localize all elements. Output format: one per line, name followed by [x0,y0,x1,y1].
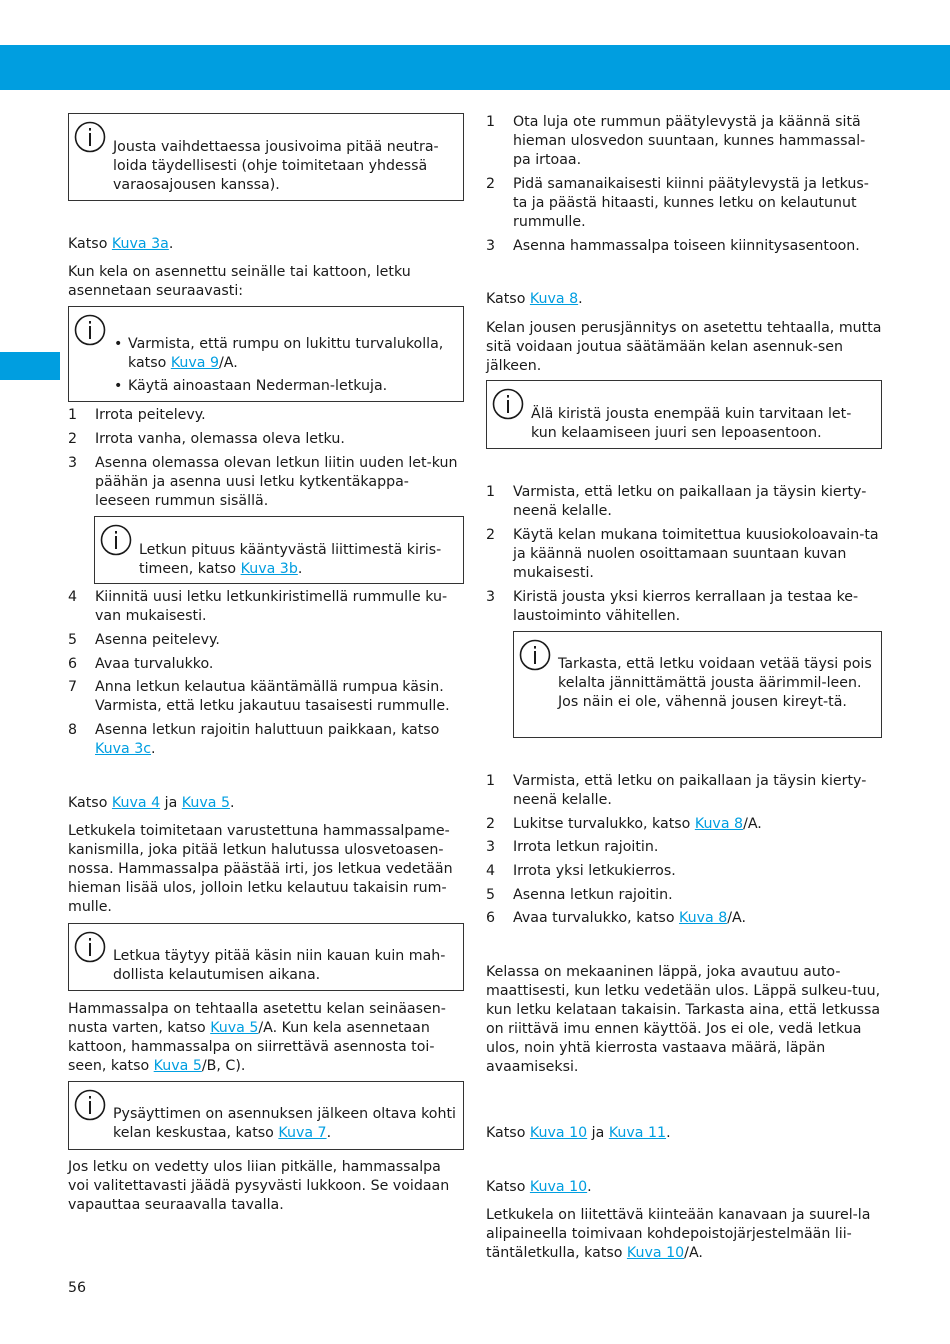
info-icon [519,639,551,671]
step-number: 3 [486,839,496,855]
step-text-part: Avaa turvalukko, katso [513,910,680,926]
step-text: Asenna olemassa olevan letkun liitin uuden let-kun päähän ja asenna uusi letku kytkentäkappa-leeseen rummun sisällä. [95,455,458,509]
step-text [95,721,464,759]
step-number: 2 [68,431,78,447]
info-note [68,306,464,402]
info-note [486,380,882,449]
see-suffix: . [587,1179,592,1195]
step-text: Varmista, että letku on paikallaan ja täysin kierty-neenä kelalle. [513,484,867,519]
see-figure-line [486,1178,882,1197]
figure-link[interactable]: Kuva 10 [529,1179,588,1195]
header-bar [0,45,950,90]
step-text: Irrota vanha, olemassa oleva letku. [95,431,345,447]
step-text: Kiinnitä uusi letku letkunkiristimellä rummulle ku-van mukaisesti. [95,589,448,624]
note-text: Letkua täytyy pitää käsin niin kauan kuin mah-dollista kelautumisen aikana. [113,948,446,983]
see-figure-line [486,1124,882,1143]
info-icon [100,524,132,556]
step-number: 3 [68,455,78,471]
see-figure-line [68,794,464,813]
step-text [513,815,882,834]
step-number: 1 [68,407,78,423]
step-number: 1 [486,484,496,500]
see-figure-line [486,290,882,309]
see-text: Katso [68,795,112,811]
step-number: 5 [486,887,496,903]
see-text: Katso [68,236,112,252]
see-figure-line [68,235,464,254]
paragraph-text: /B, C). [201,1058,246,1074]
intro-paragraph: Kun kela on asennettu seinälle tai kattoon, letku asennetaan seuraavasti: [68,264,411,299]
step-text: Asenna hammassalpa toiseen kiinnitysasentoon. [513,238,860,254]
figure-link[interactable]: Kuva 3a [111,236,169,252]
info-icon [74,314,106,346]
figure-link[interactable]: Kuva 9 [170,355,220,371]
paragraph-text: Letkukela on liitettävä kiinteään kanavaan ja suurel-la alipaineella toimivaan kohdepoistojärjestelmään lii-täntäletkulla, katso [486,1207,871,1261]
figure-link[interactable]: Kuva 5 [153,1058,202,1074]
figure-link[interactable]: Kuva 8 [529,291,579,307]
note-bullet-list [114,335,457,399]
step-text-part: Asenna letkun rajoitin haluttuun paikkaan, katso [95,722,440,738]
figure-link[interactable]: Kuva 5 [210,1020,259,1036]
step-number: 4 [68,589,78,605]
note-text: Älä kiristä jousta enempää kuin tarvitaan let-kun kelaamiseen juuri sen lepoasentoon. [531,406,852,441]
info-note [68,1081,464,1150]
step-text: Varmista, että letku on paikallaan ja täysin kierty-neenä kelalle. [513,773,867,808]
note-suffix: . [297,561,303,577]
step-text: Avaa turvalukko. [95,656,214,672]
step-text: Käytä kelan mukana toimitettua kuusiokoloavain-ta ja käännä nuolen osoittamaan suuntaan kuvan mukaisesti. [513,527,879,581]
step-text: Irrota yksi letkukierros. [513,863,676,879]
step-number: 1 [486,114,496,130]
paragraph-text: Hammassalpa on tehtaalla asetettu kelan seinäasen-nusta varten, katso [68,1001,446,1036]
step-number: 3 [486,238,496,254]
figure-link[interactable]: Kuva 3b [240,561,298,577]
step-text: Kiristä jousta yksi kierros kerrallaan ja testaa ke-laustoiminto vähitellen. [513,589,859,624]
note-text-part: Pysäyttimen on asennuksen jälkeen oltava kohti kelan keskustaa, katso [113,1106,456,1141]
step-text-part: Lukitse turvalukko, katso [513,816,695,832]
see-text: Katso [486,291,530,307]
bullet-item [114,335,457,373]
figure-link[interactable]: Kuva 7 [278,1125,327,1141]
step-number: 1 [486,773,496,789]
step-suffix: . [151,741,156,757]
figure-link[interactable]: Kuva 3c [95,741,152,757]
step-number: 2 [486,527,496,543]
info-icon [492,388,524,420]
figure-link[interactable]: Kuva 10 [626,1245,685,1261]
info-icon [74,1089,106,1121]
bullet-item: • Käytä ainoastaan Nederman-letkuja. [114,377,457,396]
paragraph [68,1000,464,1076]
note-text: Tarkasta, että letku voidaan vetää täysi pois kelalta jännittämättä jousta äärimmil-leen. Jos näin ei ole, vähennä jousen kireyt-tä. [558,656,872,710]
step-number: 2 [486,816,496,832]
paragraph: Kelassa on mekaaninen läppä, joka avautuu auto-maattisesti, kun letku vedetään ulos. Läppä sulkeu-tuu, kun letku kelataan takaisin. Tarkasta aina, että letkussa on riittävä imu ennen käyttöä. Jos ei ole, vedä letkua ulos, noin yhtä kierrosta vastaava määrä, läpän avaamiseksi. [486,964,881,1075]
step-text: Irrota peitelevy. [95,407,206,423]
see-suffix: . [666,1125,671,1141]
see-suffix: . [578,291,583,307]
step-number: 8 [68,722,78,738]
see-text: Katso [486,1125,530,1141]
see-suffix: . [168,236,174,252]
note-text-part: Letkun pituus kääntyvästä liittimestä kiris-timeen, katso [139,542,442,577]
bullet-text: Varmista, että rumpu on lukittu turvalukolla, katso [128,336,444,371]
figure-link[interactable]: Kuva 8 [679,910,728,926]
step-suffix: /A. [727,910,746,926]
see-connector: ja [160,795,182,811]
info-icon [74,931,106,963]
page-number: 56 [68,1280,87,1296]
paragraph: Jos letku on vedetty ulos liian pitkälle, hammassalpa voi valitettavasti jäädä pysyvästi lukkoon. Se voidaan vapauttaa seuraavalla tavalla. [68,1159,450,1213]
paragraph: Letkukela toimitetaan varustettuna hammassalpame-kanismilla, joka pitää letkun halutussa ulosvetoasen-nossa. Hammassalpa päästää irti, jos letkua vedetään hieman lisää ulos, jolloin letku kelautuu takaisin rum-mulle. [68,823,453,915]
step-number: 6 [486,910,496,926]
info-icon [74,121,106,153]
figure-link[interactable]: Kuva 11 [608,1125,667,1141]
step-number: 2 [486,176,496,192]
step-number: 5 [68,632,78,648]
note-suffix: . [326,1125,332,1141]
step-text: Asenna peitelevy. [95,632,220,648]
figure-link[interactable]: Kuva 5 [181,795,230,811]
step-number: 7 [68,679,78,695]
step-number: 6 [68,656,78,672]
step-number: 3 [486,589,496,605]
see-suffix: . [230,795,235,811]
see-text: Katso [486,1179,530,1195]
note-text [139,541,457,579]
figure-link[interactable]: Kuva 8 [694,816,744,832]
step-text [513,909,882,928]
info-note [94,516,464,584]
note-text: Jousta vaihdettaessa jousivoima pitää neutra-loida täydellisesti (ohje toimitetaan yhdessä varaosajousen kanssa). [113,139,439,193]
figure-link[interactable]: Kuva 4 [111,795,161,811]
info-note [513,631,882,738]
step-number: 4 [486,863,496,879]
paragraph-suffix: /A. [684,1245,703,1261]
step-text: Irrota letkun rajoitin. [513,839,659,855]
see-connector: ja [587,1125,609,1141]
paragraph-text: /A. Kun kela asennetaan kattoon, hammassalpa on siirrettävä asennosta toi-seen, katso [68,1020,435,1074]
step-text: Pidä samanaikaisesti kiinni päätylevystä ja letkus-ta ja päästä hitaasti, kunnes letku on kelautunut rummulle. [513,176,869,230]
paragraph: Kelan jousen perusjännitys on asetettu tehtaalla, mutta sitä voidaan joutua säätämään kelan asennuk-sen jälkeen. [486,320,882,374]
step-text: Anna letkun kelautua kääntämällä rumpua käsin. Varmista, että letku jakautuu tasaisesti rummulle. [95,679,450,714]
note-text [113,1105,457,1143]
figure-link[interactable]: Kuva 10 [529,1125,588,1141]
step-text: Ota luja ote rummun päätylevystä ja käännä sitä hieman ulosvedon suuntaan, kunnes hammassal-pa irtoaa. [513,114,866,168]
info-note [68,113,464,201]
step-suffix: /A. [743,816,762,832]
bullet-suffix: /A. [219,355,238,371]
paragraph [486,1206,882,1263]
chapter-tab-marker [0,352,60,380]
info-note [68,923,464,991]
step-text: Asenna letkun rajoitin. [513,887,673,903]
